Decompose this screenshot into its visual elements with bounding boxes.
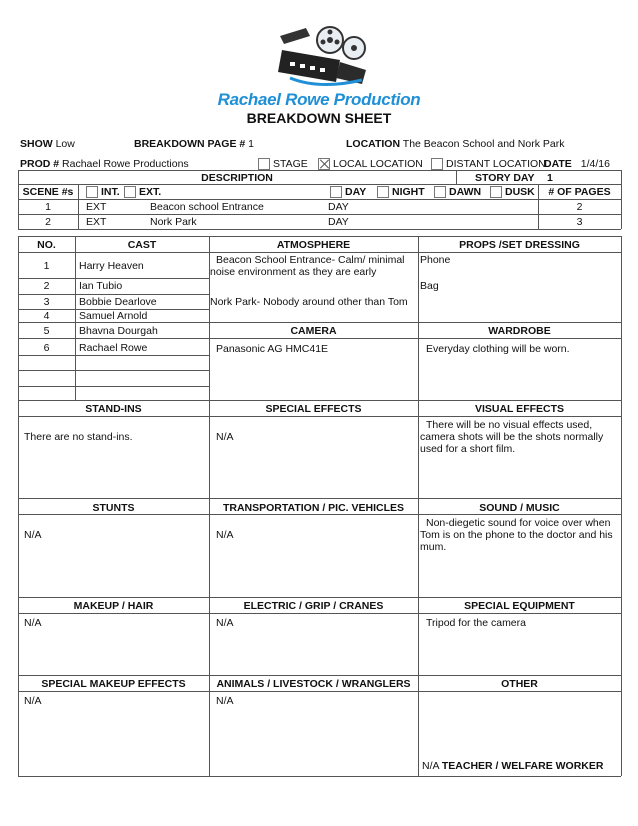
special-effects-value: N/A — [216, 431, 234, 443]
cast-name: Harry Heaven — [79, 260, 144, 272]
page-value: 1 — [248, 138, 254, 150]
page-title: BREAKDOWN SHEET — [246, 110, 392, 126]
cast-name: Rachael Rowe — [79, 342, 148, 354]
visual-effects-header: VISUAL EFFECTS — [474, 403, 565, 415]
special-equipment-value: Tripod for the camera — [426, 617, 526, 629]
int-label: INT. — [101, 186, 120, 198]
stage-label: STAGE — [273, 158, 308, 170]
date-field — [544, 158, 610, 170]
dusk-checkbox[interactable] — [490, 186, 502, 198]
page-field — [134, 138, 254, 150]
visual-effects-line: There will be no visual effects used, — [426, 419, 593, 431]
brand-logo-text: Rachael Rowe Production — [217, 90, 421, 109]
cast-no-header: NO. — [37, 239, 56, 251]
sound-music-line: mum. — [420, 541, 447, 553]
show-field — [20, 138, 75, 150]
local-location-label: LOCAL LOCATION — [333, 158, 423, 170]
ext-label: EXT. — [139, 186, 162, 198]
cast-header: CAST — [127, 239, 157, 251]
scene-number: 2 — [45, 216, 51, 228]
teacher-welfare-label: TEACHER / WELFARE WORKER — [441, 760, 604, 772]
scene-int-ext: EXT — [86, 201, 107, 213]
teacher-welfare-field — [422, 760, 603, 772]
cast-name: Bobbie Dearlove — [79, 296, 157, 308]
props-item: Phone — [420, 254, 451, 266]
dusk-label: DUSK — [505, 186, 535, 198]
animals-value: N/A — [216, 695, 234, 707]
cast-name: Samuel Arnold — [79, 310, 148, 322]
stage-checkbox[interactable] — [258, 158, 270, 170]
cast-number: 4 — [43, 310, 50, 322]
visual-effects-line: camera shots will be the shots normally — [420, 431, 604, 443]
atmosphere-header: ATMOSPHERE — [276, 239, 351, 251]
night-checkbox[interactable] — [377, 186, 389, 198]
camera-header: CAMERA — [290, 325, 337, 337]
makeup-hair-value: N/A — [24, 617, 42, 629]
prod-label: PROD # — [20, 158, 60, 170]
sound-music-line: Non-diegetic sound for voice over when — [426, 517, 611, 529]
show-value: Low — [55, 138, 75, 150]
sound-music-header: SOUND / MUSIC — [479, 502, 560, 514]
special-makeup-header: SPECIAL MAKEUP EFFECTS — [41, 678, 186, 690]
standins-header: STAND-INS — [85, 403, 142, 415]
scene-number: 1 — [45, 201, 51, 213]
date-label: DATE — [544, 158, 572, 170]
stunts-value: N/A — [24, 529, 42, 541]
night-label: NIGHT — [392, 186, 425, 198]
scene-time: DAY — [328, 201, 349, 213]
makeup-hair-header: MAKEUP / HAIR — [73, 600, 154, 612]
transportation-header: TRANSPORTATION / PIC. VEHICLES — [222, 502, 405, 514]
scene-time: DAY — [328, 216, 349, 228]
cast-number: 6 — [43, 342, 50, 354]
cast-number: 5 — [43, 325, 50, 337]
date-value: 1/4/16 — [580, 158, 610, 170]
special-equipment-header: SPECIAL EQUIPMENT — [464, 600, 575, 612]
day-label: DAY — [345, 186, 367, 198]
other-value: N/A — [422, 760, 439, 772]
electric-grip-value: N/A — [216, 617, 234, 629]
prod-value: Rachael Rowe Productions — [62, 158, 189, 170]
dawn-label: DAWN — [449, 186, 482, 198]
scene-number-header: SCENE #s — [22, 186, 74, 198]
story-day-value: 1 — [547, 172, 553, 184]
cast-number: 1 — [43, 260, 50, 272]
props-item: Bag — [420, 280, 439, 292]
cast-name: Ian Tubio — [79, 280, 123, 292]
scene-description: Nork Park — [150, 216, 197, 228]
int-checkbox[interactable] — [86, 186, 98, 198]
scene-pages: 3 — [576, 216, 583, 228]
scene-int-ext: EXT — [86, 216, 107, 228]
atmosphere-line: Beacon School Entrance- Calm/ minimal — [216, 254, 405, 266]
distant-location-checkbox[interactable] — [431, 158, 443, 170]
pages-header: # OF PAGES — [548, 186, 611, 198]
visual-effects-line: used for a short film. — [420, 443, 516, 455]
location-value: The Beacon School and Nork Park — [402, 138, 565, 150]
prod-field — [20, 158, 189, 170]
electric-grip-header: ELECTRIC / GRIP / CRANES — [243, 600, 384, 612]
stunts-header: STUNTS — [92, 502, 135, 514]
wardrobe-header: WARDROBE — [488, 325, 551, 337]
local-location-checkbox[interactable] — [318, 158, 330, 170]
transportation-value: N/A — [216, 529, 234, 541]
sound-music-line: Tom is on the phone to the doctor and his — [420, 529, 613, 541]
location-field — [346, 138, 564, 150]
day-checkbox[interactable] — [330, 186, 342, 198]
location-label: LOCATION — [346, 138, 401, 150]
film-camera-icon — [270, 22, 370, 92]
cast-number: 3 — [43, 296, 50, 308]
logo — [270, 22, 370, 92]
other-header: OTHER — [501, 678, 538, 690]
distant-location-label: DISTANT LOCATION — [446, 158, 546, 170]
special-effects-header: SPECIAL EFFECTS — [265, 403, 362, 415]
props-header: PROPS /SET DRESSING — [459, 239, 580, 251]
wardrobe-value: Everyday clothing will be worn. — [426, 343, 570, 355]
show-label: SHOW — [20, 138, 53, 150]
camera-value: Panasonic AG HMC41E — [216, 343, 329, 355]
special-makeup-value: N/A — [24, 695, 42, 707]
standins-value: There are no stand-ins. — [24, 431, 133, 443]
scene-description: Beacon school Entrance — [150, 201, 264, 213]
page-label: BREAKDOWN PAGE # — [134, 138, 246, 150]
description-header: DESCRIPTION — [201, 172, 273, 184]
story-day-label: STORY DAY — [475, 172, 535, 184]
atmosphere-line: noise environment as they are early — [210, 266, 377, 278]
cast-number: 2 — [43, 280, 50, 292]
scene-pages: 2 — [576, 201, 583, 213]
atmosphere-line: Nork Park- Nobody around other than Tom — [210, 296, 408, 308]
dawn-checkbox[interactable] — [434, 186, 446, 198]
animals-header: ANIMALS / LIVESTOCK / WRANGLERS — [216, 678, 411, 690]
cast-name: Bhavna Dourgah — [79, 325, 158, 337]
ext-checkbox[interactable] — [124, 186, 136, 198]
